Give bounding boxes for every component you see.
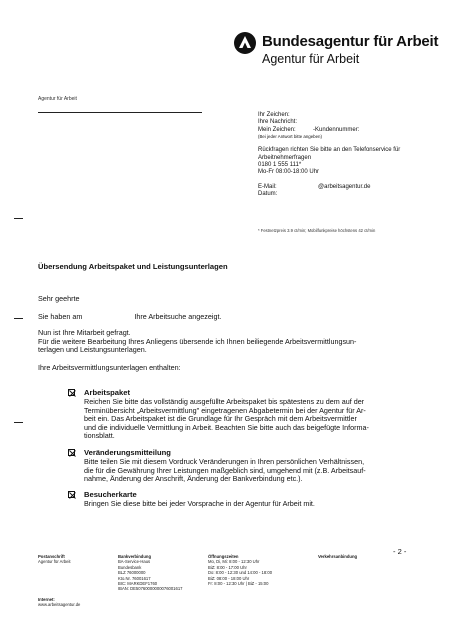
footer-heading: Internet: bbox=[38, 597, 55, 602]
mein-zeichen-note: (Bei jeder Antwort bitte angeben) bbox=[258, 134, 322, 140]
footer-line: Fr: 8:00 - 12:30 Uhr | BiZ - 15:00 bbox=[208, 581, 269, 587]
paragraph-2: Ihre Arbeitsvermittlungsunterlagen enthalten: bbox=[38, 363, 181, 372]
datum-label: Datum: bbox=[258, 191, 278, 198]
checked-checkbox-icon bbox=[68, 491, 75, 498]
footer-line: BLZ 76000000 bbox=[118, 570, 146, 576]
email-row bbox=[258, 184, 400, 191]
intro-line bbox=[38, 313, 384, 322]
item-title-veraenderungsmitteilung: Veränderungsmitteilung bbox=[84, 448, 171, 457]
footer-line: BA-Service-Haus bbox=[118, 559, 151, 565]
item-line: Bringen Sie diese bitte bei jeder Vorsprache in der Agentur für Arbeit mit. bbox=[84, 499, 315, 508]
item-body-veraenderungsmitteilung bbox=[84, 458, 384, 484]
fold-mark bbox=[14, 422, 23, 423]
page-number: - 2 - bbox=[393, 547, 407, 556]
footer-postanschrift bbox=[38, 554, 71, 565]
paragraph-line: terlagen und Leistungsunterlagen. bbox=[38, 345, 147, 355]
salutation: Sehr geehrte bbox=[38, 294, 80, 303]
service-hours: Mo-Fr 08:00-18:00 Uhr bbox=[258, 169, 320, 176]
checked-checkbox-icon bbox=[68, 449, 75, 456]
item-line: und die individuelle Vermittlung in Arbeit. Beachten Sie bitte auch das beigefügte Informa- bbox=[84, 422, 369, 432]
footer-line: IBAN: DE50760000000076001617 bbox=[118, 586, 183, 592]
item-line: Terminübersicht „Arbeitsvermittlung" eingetragenen Abgabetermin bei der Agentur für Ar- bbox=[84, 405, 366, 415]
footer-line: Kto.Nr. 76001617 bbox=[118, 575, 151, 581]
fold-mark bbox=[14, 218, 23, 219]
mein-zeichen-row bbox=[258, 127, 400, 134]
item-line: Bitte teilen Sie mit diesem Vordruck Veränderungen in Ihren persönlichen Verhältnissen, bbox=[84, 457, 365, 466]
intro-part-a: Sie haben am bbox=[38, 312, 83, 321]
paragraph-line: Für die weitere Bearbeitung Ihres Anliegens übersende ich Ihnen beiliegende Arbeitsvermittlungsun- bbox=[38, 336, 357, 346]
footer-line: Do: 8:00 - 12:30 und 14:00 - 18:00 bbox=[208, 570, 273, 576]
checked-checkbox-icon bbox=[68, 389, 75, 396]
ba-logo-icon bbox=[234, 32, 256, 54]
ihr-zeichen-label: Ihr Zeichen: bbox=[258, 112, 290, 118]
letter-subject: Übersendung Arbeitspaket und Leistungsunterlagen bbox=[38, 262, 228, 271]
item-line: tionsblatt. bbox=[84, 431, 115, 441]
rueckfragen-text: Rückfragen richten Sie bitte an den Telefonservice für bbox=[258, 147, 401, 154]
item-title-arbeitspaket: Arbeitspaket bbox=[84, 388, 131, 397]
footer-line: BiZ: 8:00 - 17:00 Uhr bbox=[208, 564, 247, 570]
footer-oeffnungszeiten bbox=[208, 554, 272, 586]
footer-line: BIC: MARKDEF1760 bbox=[118, 581, 158, 587]
item-body-arbeitspaket bbox=[84, 398, 384, 441]
item-line: die für die Gewährung Ihrer Leistungen maßgeblich sind, umgehend mit (z.B. Arbeitsauf- bbox=[84, 465, 366, 475]
kundennummer-label: -Kundennummer: bbox=[313, 126, 360, 133]
arbeitnehmerfragen-text: Arbeitnehmerfragen bbox=[258, 154, 312, 161]
footer-heading: Postanschrift bbox=[38, 554, 65, 559]
paragraph-1 bbox=[38, 329, 384, 355]
item-title-besucherkarte: Besucherkarte bbox=[84, 490, 137, 499]
intro-part-b: Ihre Arbeitsuche angezeigt. bbox=[134, 312, 222, 321]
item-line: beit ein. Das Arbeitspaket ist die Grundlage für Ihr Gespräch mit dem Arbeitsvermittler bbox=[84, 414, 357, 424]
footer-verkehrsanbindung bbox=[318, 554, 357, 559]
mein-zeichen-label: Mein Zeichen: bbox=[258, 126, 296, 133]
phone-number: 0180 1 555 111* bbox=[258, 162, 302, 169]
footer-line: BiZ: 08:00 - 18:00 Uhr bbox=[208, 575, 250, 581]
footnote: * Festnetzpreis 3.9 ct/min; Mobilfunkpreise höchstens 42 ct/min bbox=[258, 228, 376, 233]
footer-heading: Öffnungszeiten bbox=[208, 554, 239, 559]
organization-name: Bundesagentur für Arbeit bbox=[262, 33, 439, 50]
footer-heading: Verkehrsanbindung bbox=[318, 554, 358, 559]
email-label: E-Mail: bbox=[258, 183, 277, 190]
footer-line: Bundesbank bbox=[118, 564, 142, 570]
punch-mark bbox=[14, 318, 23, 319]
item-line: nahme, Änderung der Anschrift, Änderung der Bankverbindung etc.). bbox=[84, 474, 303, 484]
footer-line: Agentur für Arbeit bbox=[38, 559, 71, 565]
return-address: Agentur für Arbeit bbox=[38, 96, 77, 102]
ihre-nachricht-label: Ihre Nachricht: bbox=[258, 119, 298, 126]
reference-block bbox=[258, 112, 400, 199]
footer-line: Mo, Di, Mi: 8:00 - 12:30 Uhr bbox=[208, 559, 260, 565]
footer-internet bbox=[38, 597, 80, 608]
footer-heading: Bankverbindung bbox=[118, 554, 152, 559]
paragraph-line: Nun ist Ihre Mitarbeit gefragt. bbox=[38, 328, 131, 337]
agency-name: Agentur für Arbeit bbox=[262, 52, 360, 66]
email-value: @arbeitsagentur.de bbox=[318, 183, 371, 190]
item-body-besucherkarte bbox=[84, 500, 384, 509]
footer-bankverbindung bbox=[118, 554, 183, 592]
item-line: Reichen Sie bitte das vollständig ausgefüllte Arbeitspaket bis spätestens zu dem auf der bbox=[84, 397, 365, 406]
footer-line: www.arbeitsagentur.de bbox=[38, 602, 81, 608]
address-window-line bbox=[38, 112, 202, 113]
